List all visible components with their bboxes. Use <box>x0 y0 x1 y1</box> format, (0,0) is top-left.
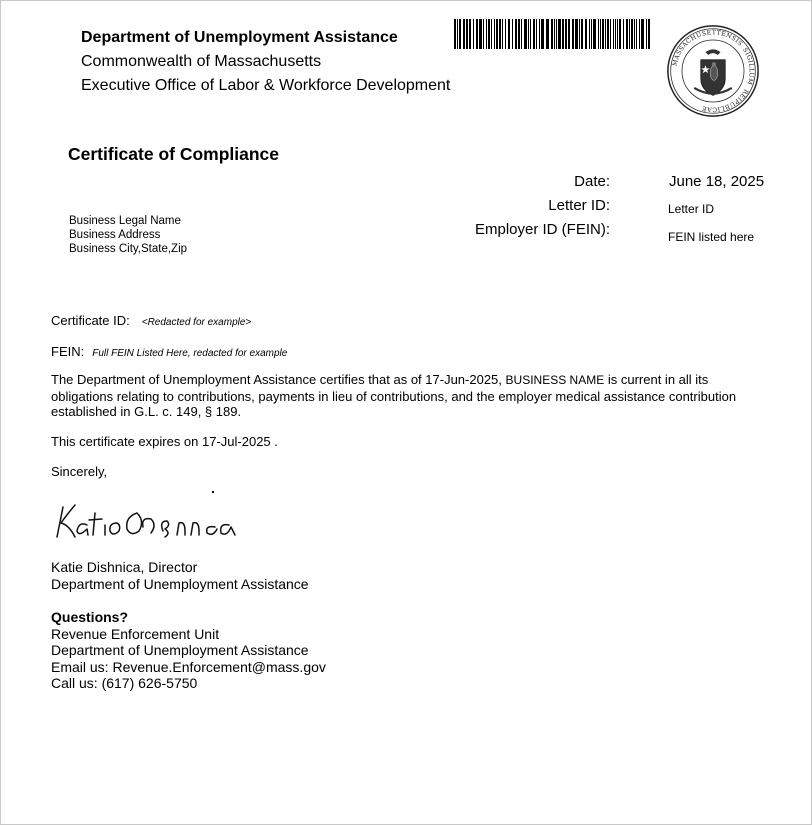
barcode-bar <box>454 19 456 49</box>
questions-unit: Revenue Enforcement Unit <box>51 625 220 642</box>
barcode-bar <box>508 19 510 49</box>
barcode-bar <box>648 19 650 49</box>
employer-id-label: Employer ID (FEIN): <box>474 221 610 238</box>
barcode-bar <box>551 19 553 49</box>
barcode-bar <box>589 19 590 49</box>
fein-row <box>51 344 287 359</box>
questions-block <box>51 609 326 692</box>
office-name: Executive Office of Labor & Workforce Development <box>81 77 451 94</box>
questions-department: Department of Unemployment Assistance <box>51 642 309 658</box>
signer-name-title: Katie Dishnica, Director <box>51 559 198 575</box>
barcode-bar <box>505 19 506 49</box>
barcode-bar <box>518 19 520 49</box>
barcode-bar <box>536 19 537 49</box>
employer-id-value: FEIN listed here <box>668 230 755 244</box>
barcode-bar <box>473 19 474 49</box>
certificate-id-row <box>51 313 251 328</box>
barcode-bar <box>515 19 517 49</box>
expiration-notice: This certificate expires on 17-Jul-2025 . <box>51 434 278 449</box>
questions-email[interactable]: Email us: Revenue.Enforcement@mass.gov <box>51 658 326 675</box>
barcode-bar <box>528 19 529 49</box>
barcode-image <box>454 19 652 49</box>
barcode-bar <box>602 19 604 49</box>
business-address-block <box>69 214 187 256</box>
director-signature <box>53 487 248 545</box>
barcode-bar <box>469 19 471 49</box>
barcode-bar <box>539 19 540 49</box>
business-city-state-zip: Business City,State,Zip <box>69 243 188 255</box>
closing-salutation: Sincerely, <box>51 464 108 479</box>
barcode-bar <box>541 19 544 49</box>
barcode-bar <box>533 19 535 49</box>
signer-block <box>51 559 309 593</box>
state-seal-image <box>666 24 760 118</box>
questions-phone[interactable]: Call us: (617) 626-5750 <box>51 675 198 691</box>
certification-text-start: The Department of Unemployment Assistance certifies that as of 17-Jun-2025, <box>51 372 502 387</box>
barcode-bar <box>619 19 621 49</box>
certificate-id-value: <Redacted for example> <box>141 317 252 328</box>
barcode-bar <box>556 19 557 49</box>
fein-label: FEIN: <box>51 344 85 359</box>
barcode-bar <box>499 19 501 49</box>
barcode-bar <box>636 19 637 49</box>
certification-paragraph <box>51 372 763 420</box>
certificate-id-label: Certificate ID: <box>51 313 130 328</box>
barcode-bar <box>457 19 458 49</box>
questions-heading: Questions? <box>51 609 129 625</box>
seal-text-left: MASSACHUSETTENSIS <box>671 29 744 67</box>
business-street-address: Business Address <box>69 229 161 241</box>
barcode-bar <box>615 19 616 49</box>
barcode-bar <box>610 19 611 49</box>
agency-name: Department of Unemployment Assistance <box>81 29 398 46</box>
barcode-bar <box>496 19 498 49</box>
barcode-bar <box>629 19 630 49</box>
barcode-bar <box>639 19 640 49</box>
fein-value: Full FEIN Listed Here, redacted for example <box>92 348 288 359</box>
letter-id-value: Letter ID <box>668 202 715 216</box>
barcode-bar <box>579 19 580 49</box>
barcode-bar <box>463 19 465 49</box>
signer-department: Department of Unemployment Assistance <box>51 576 309 592</box>
barcode-bar <box>494 19 495 49</box>
certificate-title: Certificate of Compliance <box>68 144 280 164</box>
business-legal-name: Business Legal Name <box>69 215 181 227</box>
barcode-bar <box>459 19 461 49</box>
barcode-bar <box>631 19 633 49</box>
certification-text-end: is current in all its obligations relating to contributions, payments in lieu of contributions, and the employer medical assistance contribution established in G.L. c. 149, § 189. <box>51 372 737 419</box>
barcode-bar <box>600 19 601 49</box>
barcode-bar <box>613 19 614 49</box>
barcode-bar <box>558 19 561 49</box>
commonwealth-name: Commonwealth of Massachusetts <box>81 53 322 70</box>
barcode-bar <box>530 19 531 49</box>
signature-text: Katie Dishnica <box>53 487 60 488</box>
barcode-bar <box>486 19 487 49</box>
barcode-bar <box>565 19 567 49</box>
barcode-bar <box>623 19 624 49</box>
seal-text-top: SIGILLUM <box>741 46 755 86</box>
barcode-bar <box>491 19 492 49</box>
barcode-bar <box>646 19 647 49</box>
letter-id-label: Letter ID: <box>548 197 610 214</box>
barcode-bar <box>568 19 570 49</box>
business-name: BUSINESS NAME <box>505 373 605 387</box>
barcode-bar <box>598 19 599 49</box>
barcode-bar <box>524 19 527 49</box>
barcode-bar <box>488 19 490 49</box>
barcode-bar <box>512 19 513 49</box>
date-label: Date: <box>574 173 610 190</box>
barcode-bar <box>605 19 606 49</box>
date-value: June 18, 2025 <box>669 173 765 190</box>
barcode-bar <box>476 19 478 49</box>
barcode-bar <box>575 19 578 49</box>
barcode-bar <box>593 19 596 49</box>
barcode-bar <box>591 19 592 49</box>
barcode-bar <box>502 19 503 49</box>
barcode-bar <box>585 19 587 49</box>
barcode-bar <box>572 19 574 49</box>
barcode-bar <box>562 19 564 49</box>
barcode-bar <box>466 19 468 49</box>
barcode-bar <box>617 19 618 49</box>
barcode-bar <box>634 19 635 49</box>
barcode-bar <box>626 19 628 49</box>
barcode-bar <box>607 19 609 49</box>
barcode-bar <box>641 19 644 49</box>
seal-text-right: REIPUBLICAE <box>701 87 750 113</box>
barcode-bar <box>546 19 549 49</box>
barcode-bar <box>581 19 583 49</box>
barcode-bar <box>479 19 482 49</box>
barcode-bar <box>521 19 522 49</box>
barcode-bar <box>483 19 484 49</box>
barcode-bar <box>554 19 555 49</box>
